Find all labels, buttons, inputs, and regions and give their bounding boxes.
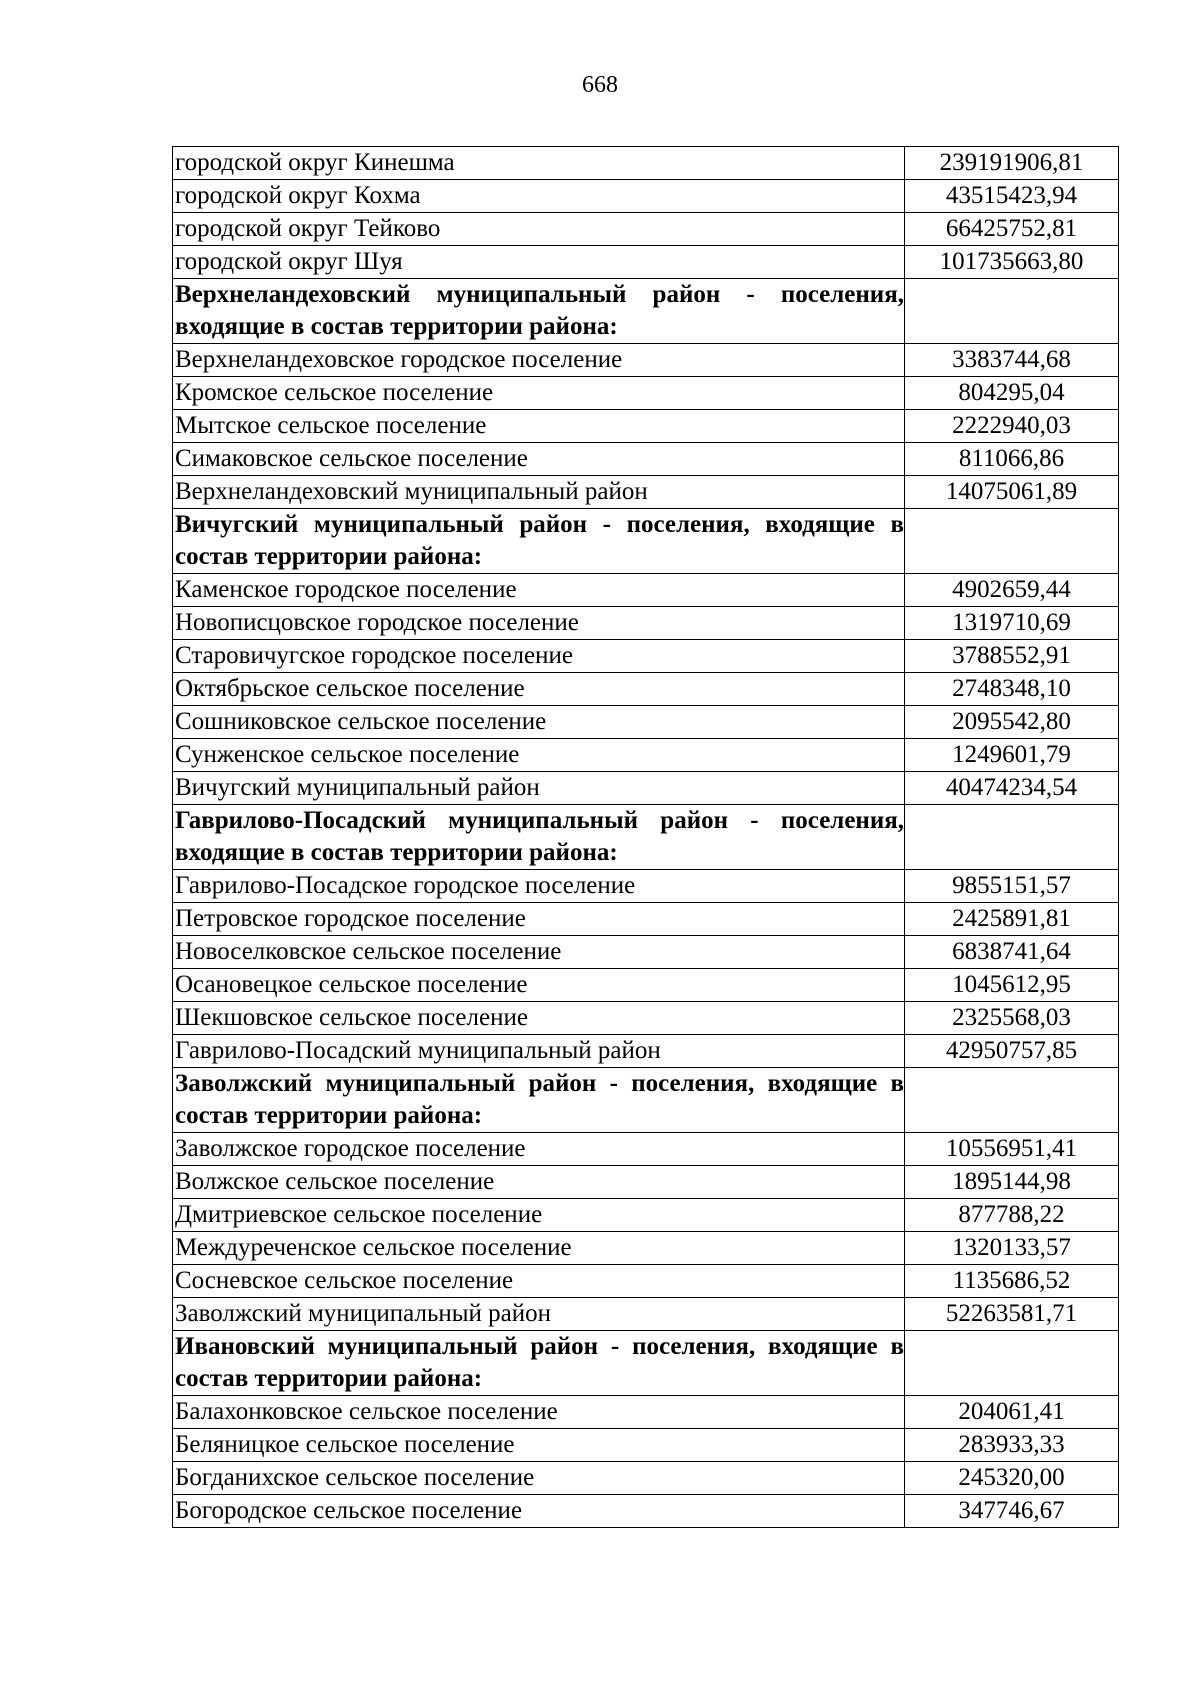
amount-value: 2748348,10 <box>905 673 1119 706</box>
table-row <box>173 969 1119 1002</box>
table-row <box>173 1495 1119 1528</box>
amount-value: 9855151,57 <box>905 870 1119 903</box>
settlement-name: Заволжское городское поселение <box>173 1133 905 1166</box>
settlement-name: Междуреченское сельское поселение <box>173 1232 905 1265</box>
amount-value: 101735663,80 <box>905 246 1119 279</box>
amount-value: 40474234,54 <box>905 772 1119 805</box>
amount-value: 283933,33 <box>905 1429 1119 1462</box>
amount-value: 10556951,41 <box>905 1133 1119 1166</box>
settlement-name: Симаковское сельское поселение <box>173 443 905 476</box>
section-header-row <box>173 509 1119 574</box>
table-row <box>173 476 1119 509</box>
table-row <box>173 1002 1119 1035</box>
section-title: Гаврилово-Посадский муниципальный район - поселения, входящие в состав территории района: <box>173 805 905 870</box>
table-row <box>173 1232 1119 1265</box>
table-row <box>173 936 1119 969</box>
settlement-name: Балахонковское сельское поселение <box>173 1396 905 1429</box>
settlement-name: Каменское городское поселение <box>173 574 905 607</box>
amount-value <box>905 805 1119 870</box>
amount-value: 811066,86 <box>905 443 1119 476</box>
section-title: Вичугский муниципальный район - поселения, входящие в состав территории района: <box>173 509 905 574</box>
settlement-name: городской округ Кохма <box>173 180 905 213</box>
settlement-name: Шекшовское сельское поселение <box>173 1002 905 1035</box>
table-row <box>173 180 1119 213</box>
settlement-name: Гаврилово-Посадское городское поселение <box>173 870 905 903</box>
table-row <box>173 443 1119 476</box>
settlement-name: Новоселковское сельское поселение <box>173 936 905 969</box>
amount-value: 43515423,94 <box>905 180 1119 213</box>
table-row <box>173 1166 1119 1199</box>
settlement-name: Богородское сельское поселение <box>173 1495 905 1528</box>
table-row <box>173 213 1119 246</box>
settlement-name: Дмитриевское сельское поселение <box>173 1199 905 1232</box>
amount-value: 4902659,44 <box>905 574 1119 607</box>
settlement-name: Волжское сельское поселение <box>173 1166 905 1199</box>
section-title: Ивановский муниципальный район - поселения, входящие в состав территории района: <box>173 1331 905 1396</box>
table-row <box>173 1199 1119 1232</box>
amount-value: 204061,41 <box>905 1396 1119 1429</box>
table-row <box>173 640 1119 673</box>
amount-value <box>905 509 1119 574</box>
settlement-name: Петровское городское поселение <box>173 903 905 936</box>
table-row <box>173 739 1119 772</box>
page-number: 668 <box>582 72 618 98</box>
settlement-name: городской округ Тейково <box>173 213 905 246</box>
amount-value: 1320133,57 <box>905 1232 1119 1265</box>
amount-value: 66425752,81 <box>905 213 1119 246</box>
settlement-name: Мытское сельское поселение <box>173 410 905 443</box>
table-row <box>173 772 1119 805</box>
amount-value: 3383744,68 <box>905 344 1119 377</box>
table-row <box>173 1429 1119 1462</box>
amount-value <box>905 1068 1119 1133</box>
settlement-name: Богданихское сельское поселение <box>173 1462 905 1495</box>
amount-value: 3788552,91 <box>905 640 1119 673</box>
amount-value: 1135686,52 <box>905 1265 1119 1298</box>
amount-value <box>905 279 1119 344</box>
settlement-name: Беляницкое сельское поселение <box>173 1429 905 1462</box>
table-row <box>173 410 1119 443</box>
settlement-name: Верхнеландеховский муниципальный район <box>173 476 905 509</box>
amount-value: 14075061,89 <box>905 476 1119 509</box>
table-row <box>173 147 1119 180</box>
settlement-name: Сошниковское сельское поселение <box>173 706 905 739</box>
settlement-name: Вичугский муниципальный район <box>173 772 905 805</box>
settlement-name: городской округ Кинешма <box>173 147 905 180</box>
table-row <box>173 903 1119 936</box>
settlement-name: Сосневское сельское поселение <box>173 1265 905 1298</box>
settlement-name: Заволжский муниципальный район <box>173 1298 905 1331</box>
amount-value: 1319710,69 <box>905 607 1119 640</box>
amount-value: 1249601,79 <box>905 739 1119 772</box>
amount-value: 52263581,71 <box>905 1298 1119 1331</box>
table-row <box>173 1035 1119 1068</box>
table-row <box>173 344 1119 377</box>
amount-value: 2222940,03 <box>905 410 1119 443</box>
settlement-name: Верхнеландеховское городское поселение <box>173 344 905 377</box>
table-row <box>173 870 1119 903</box>
table-row <box>173 1396 1119 1429</box>
amount-value: 42950757,85 <box>905 1035 1119 1068</box>
section-title: Заволжский муниципальный район - поселения, входящие в состав территории района: <box>173 1068 905 1133</box>
settlement-name: Старовичугское городское поселение <box>173 640 905 673</box>
settlement-name: Новописцовское городское поселение <box>173 607 905 640</box>
budget-table-body <box>173 147 1119 1528</box>
amount-value: 804295,04 <box>905 377 1119 410</box>
section-header-row <box>173 1068 1119 1133</box>
table-row <box>173 1298 1119 1331</box>
table-row <box>173 574 1119 607</box>
amount-value: 1045612,95 <box>905 969 1119 1002</box>
table-row <box>173 1133 1119 1166</box>
table-row <box>173 246 1119 279</box>
amount-value: 1895144,98 <box>905 1166 1119 1199</box>
table-row <box>173 377 1119 410</box>
settlement-name: Кромское сельское поселение <box>173 377 905 410</box>
amount-value: 2425891,81 <box>905 903 1119 936</box>
table-row <box>173 706 1119 739</box>
amount-value: 245320,00 <box>905 1462 1119 1495</box>
amount-value: 2095542,80 <box>905 706 1119 739</box>
table-row <box>173 1462 1119 1495</box>
settlement-name: городской округ Шуя <box>173 246 905 279</box>
amount-value: 347746,67 <box>905 1495 1119 1528</box>
section-header-row <box>173 1331 1119 1396</box>
amount-value <box>905 1331 1119 1396</box>
amount-value: 6838741,64 <box>905 936 1119 969</box>
amount-value: 2325568,03 <box>905 1002 1119 1035</box>
budget-table <box>172 146 1119 1528</box>
table-row <box>173 607 1119 640</box>
table-row <box>173 1265 1119 1298</box>
section-header-row <box>173 805 1119 870</box>
settlement-name: Гаврилово-Посадский муниципальный район <box>173 1035 905 1068</box>
amount-value: 239191906,81 <box>905 147 1119 180</box>
section-header-row <box>173 279 1119 344</box>
section-title: Верхнеландеховский муниципальный район - поселения, входящие в состав территории района: <box>173 279 905 344</box>
settlement-name: Осановецкое сельское поселение <box>173 969 905 1002</box>
amount-value: 877788,22 <box>905 1199 1119 1232</box>
settlement-name: Сунженское сельское поселение <box>173 739 905 772</box>
settlement-name: Октябрьское сельское поселение <box>173 673 905 706</box>
table-row <box>173 673 1119 706</box>
